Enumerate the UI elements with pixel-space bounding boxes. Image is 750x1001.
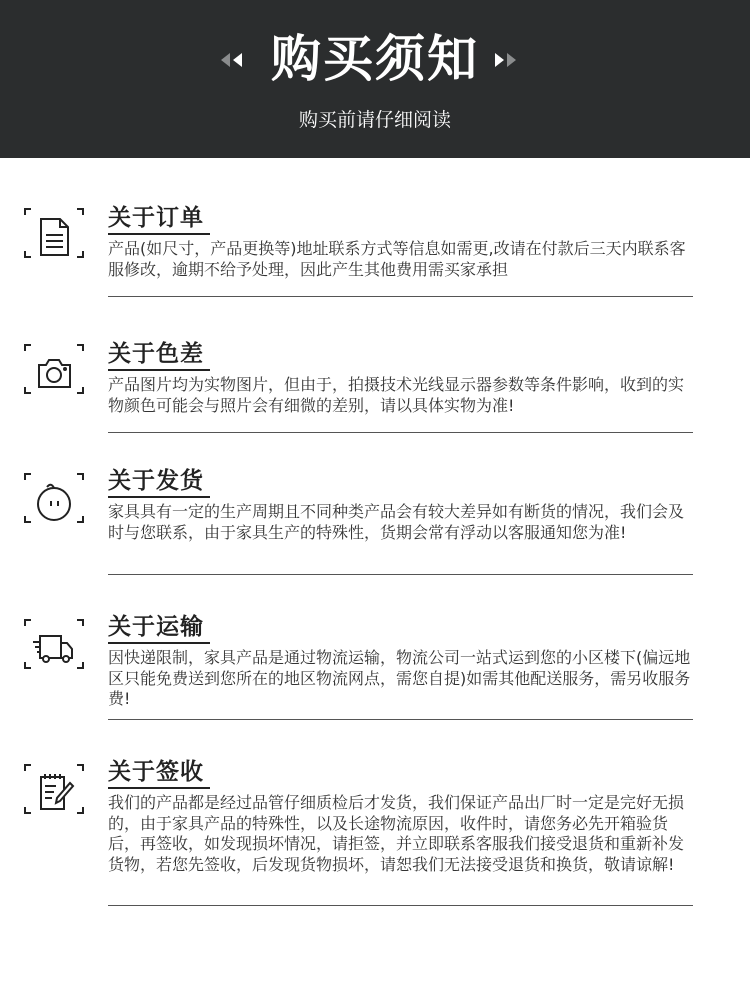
title-underline bbox=[108, 369, 210, 371]
header-banner bbox=[0, 0, 750, 158]
section-text: 产品(如尺寸，产品更换等)地址联系方式等信息如需更,改请在付款后三天内联系客服修改，逾期不给予处理，因此产生其他费用需买家承担 bbox=[108, 239, 686, 279]
section-title: 关于签收 bbox=[108, 759, 204, 785]
double-right-arrow-icon bbox=[494, 50, 526, 70]
section-text: 产品图片均为实物图片，但由于，拍摄技术光线显示器参数等条件影响，收到的实物颜色可能会与照片会有细微的差别，请以具体实物为准! bbox=[108, 375, 685, 415]
notepad-pen-icon bbox=[24, 761, 84, 817]
section-text: 因快递限制，家具产品是通过物流运输，物流公司一站式运到您的小区楼下(偏远地区只能免费送到您所在的地区物流网点，需您自提)如需其他配送服务，需另收服务费! bbox=[108, 648, 691, 708]
section-divider bbox=[108, 905, 693, 906]
section-text: 我们的产品都是经过品管仔细质检后才发货，我们保证产品出厂时一定是完好无损的，由于家具产品的特殊性，以及长途物流原因，收件时，请您务必先开箱验货后，再签收，如发现损坏情况，请拒签，并立即联系客服我们接受退货和重新补发货物，若您先签收，后发现货物损坏，请恕我们无法接受退货和换货，敬请谅解! bbox=[108, 793, 685, 874]
section-title: 关于色差 bbox=[108, 341, 204, 367]
face-icon bbox=[24, 470, 84, 526]
title-underline bbox=[108, 233, 210, 235]
delivery-truck-icon bbox=[24, 616, 84, 672]
page-title: 购买须知 bbox=[271, 30, 479, 88]
section-divider bbox=[108, 432, 693, 433]
section-divider bbox=[108, 719, 693, 720]
section-title: 关于运输 bbox=[108, 614, 204, 640]
section-title: 关于发货 bbox=[108, 468, 204, 494]
section-divider bbox=[108, 296, 693, 297]
title-underline bbox=[108, 496, 210, 498]
title-underline bbox=[108, 787, 210, 789]
title-underline bbox=[108, 642, 210, 644]
section-divider bbox=[108, 574, 693, 575]
page-subtitle: 购买前请仔细阅读 bbox=[298, 109, 451, 131]
section-title: 关于订单 bbox=[108, 205, 204, 231]
section-text: 家具具有一定的生产周期且不同种类产品会有较大差异如有断货的情况，我们会及时与您联系，由于家具生产的特殊性，货期会常有浮动以客服通知您为准! bbox=[108, 502, 685, 542]
camera-icon bbox=[24, 341, 84, 397]
document-icon bbox=[24, 205, 84, 261]
